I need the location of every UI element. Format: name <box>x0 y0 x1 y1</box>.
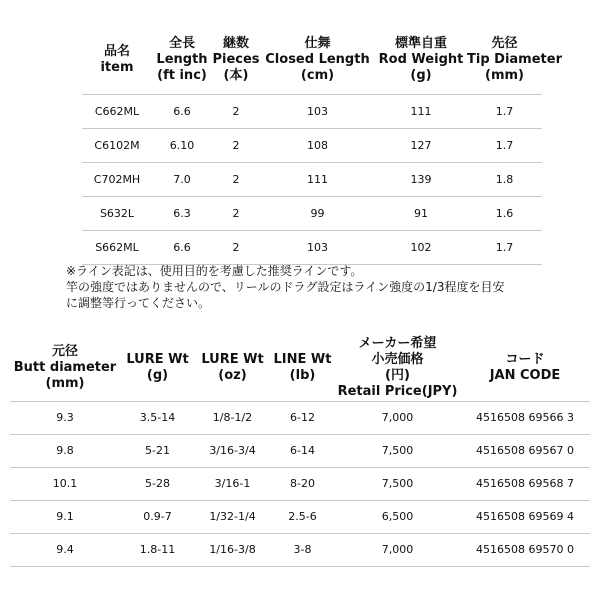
cell-pieces: 2 <box>212 162 260 196</box>
header-line: item <box>100 59 134 75</box>
header-closed-length <box>260 26 375 94</box>
cell-jan-code: 4516508 69569 4 <box>460 500 590 533</box>
table-row <box>10 533 590 566</box>
cell-retail-price: 6,500 <box>335 500 460 533</box>
header-line: (g) <box>146 367 169 383</box>
header-rod-weight <box>375 26 467 94</box>
cell-jan-code: 4516508 69566 3 <box>460 401 590 434</box>
cell-line-weight: 2.5-6 <box>270 500 335 533</box>
cell-line-weight: 8-20 <box>270 467 335 500</box>
line-note <box>66 263 586 311</box>
header-line: Tip Diameter <box>467 51 562 67</box>
table-row <box>82 230 542 264</box>
header-line: (mm) <box>485 67 524 83</box>
cell-lure-weight-oz: 1/16-3/8 <box>195 533 270 566</box>
cell-closed-length: 99 <box>260 196 375 230</box>
cell-retail-price: 7,500 <box>335 434 460 467</box>
cell-butt-diameter: 9.8 <box>10 434 120 467</box>
table-row <box>82 94 542 128</box>
header-lure-weight-g <box>120 335 195 401</box>
header-line: 小売価格 <box>371 351 424 367</box>
header-line: 継数 <box>222 35 249 51</box>
header-line: 品名 <box>103 43 130 59</box>
cell-closed-length: 103 <box>260 230 375 264</box>
header-line: Rod Weight <box>378 51 464 67</box>
header-line: 標準自重 <box>394 35 447 51</box>
header-line: LINE Wt <box>273 351 332 367</box>
header-line: JAN CODE <box>489 367 561 383</box>
cell-pieces: 2 <box>212 230 260 264</box>
cell-lure-weight-g: 5-28 <box>120 467 195 500</box>
header-line: (g) <box>410 67 432 83</box>
header-line: 先径 <box>491 35 518 51</box>
header-row <box>82 26 542 94</box>
header-line: 全長 <box>168 35 195 51</box>
header-line: (円) <box>385 367 410 383</box>
cell-rod-weight: 139 <box>375 162 467 196</box>
cell-line-weight: 6-12 <box>270 401 335 434</box>
header-retail-price <box>335 335 460 401</box>
header-line: Pieces <box>212 51 260 67</box>
header-line: メーカー希望 <box>358 335 437 351</box>
table-row <box>82 162 542 196</box>
cell-tip-diameter: 1.6 <box>467 196 542 230</box>
cell-pieces: 2 <box>212 128 260 162</box>
header-butt-diameter <box>10 335 120 401</box>
cell-rod-weight: 91 <box>375 196 467 230</box>
header-line: Length <box>156 51 208 67</box>
spec-table-bottom <box>10 335 590 567</box>
header-line: LURE Wt <box>126 351 189 367</box>
cell-line-weight: 3-8 <box>270 533 335 566</box>
note-line: に調整等行ってください。 <box>66 296 211 310</box>
table-row <box>82 196 542 230</box>
table-row <box>10 500 590 533</box>
cell-item: C702MH <box>82 162 152 196</box>
cell-length: 6.6 <box>152 230 212 264</box>
cell-closed-length: 103 <box>260 94 375 128</box>
header-line: Retail Price(JPY) <box>337 383 458 399</box>
cell-lure-weight-g: 3.5-14 <box>120 401 195 434</box>
table-row <box>10 401 590 434</box>
header-pieces <box>212 26 260 94</box>
cell-length: 7.0 <box>152 162 212 196</box>
header-line: (lb) <box>289 367 316 383</box>
cell-lure-weight-oz: 3/16-3/4 <box>195 434 270 467</box>
header-line: (本) <box>223 67 249 83</box>
header-jan-code <box>460 335 590 401</box>
cell-closed-length: 108 <box>260 128 375 162</box>
cell-tip-diameter: 1.8 <box>467 162 542 196</box>
cell-jan-code: 4516508 69568 7 <box>460 467 590 500</box>
cell-retail-price: 7,500 <box>335 467 460 500</box>
cell-retail-price: 7,000 <box>335 533 460 566</box>
cell-length: 6.10 <box>152 128 212 162</box>
cell-item: C662ML <box>82 94 152 128</box>
header-line: 元径 <box>51 343 78 359</box>
header-line: Butt diameter <box>13 359 117 375</box>
cell-lure-weight-g: 0.9-7 <box>120 500 195 533</box>
cell-lure-weight-oz: 3/16-1 <box>195 467 270 500</box>
header-line: LURE Wt <box>201 351 264 367</box>
cell-line-weight: 6-14 <box>270 434 335 467</box>
cell-rod-weight: 127 <box>375 128 467 162</box>
cell-item: S662ML <box>82 230 152 264</box>
cell-item: C6102M <box>82 128 152 162</box>
spec-table-top <box>82 26 562 265</box>
cell-butt-diameter: 9.1 <box>10 500 120 533</box>
header-length <box>152 26 212 94</box>
cell-butt-diameter: 9.4 <box>10 533 120 566</box>
cell-lure-weight-oz: 1/8-1/2 <box>195 401 270 434</box>
header-tip-diameter <box>467 26 562 94</box>
header-line: (ft inc) <box>157 67 207 83</box>
header-row <box>10 335 590 401</box>
cell-jan-code: 4516508 69567 0 <box>460 434 590 467</box>
cell-tip-diameter: 1.7 <box>467 128 542 162</box>
cell-length: 6.6 <box>152 94 212 128</box>
header-item <box>82 26 152 94</box>
header-line: コード <box>505 351 545 367</box>
table-row <box>10 467 590 500</box>
cell-retail-price: 7,000 <box>335 401 460 434</box>
cell-lure-weight-g: 5-21 <box>120 434 195 467</box>
cell-closed-length: 111 <box>260 162 375 196</box>
cell-lure-weight-g: 1.8-11 <box>120 533 195 566</box>
cell-pieces: 2 <box>212 196 260 230</box>
cell-pieces: 2 <box>212 94 260 128</box>
cell-tip-diameter: 1.7 <box>467 230 542 264</box>
header-lure-weight-oz <box>195 335 270 401</box>
cell-tip-diameter: 1.7 <box>467 94 542 128</box>
cell-jan-code: 4516508 69570 0 <box>460 533 590 566</box>
table-row <box>82 128 542 162</box>
header-line: Closed Length <box>265 51 370 67</box>
cell-length: 6.3 <box>152 196 212 230</box>
header-line-weight <box>270 335 335 401</box>
header-line: (oz) <box>218 367 247 383</box>
cell-butt-diameter: 9.3 <box>10 401 120 434</box>
cell-butt-diameter: 10.1 <box>10 467 120 500</box>
note-line: 竿の強度ではありませんので、リールのドラグ設定はライン強度の1/3程度を目安 <box>66 280 505 294</box>
cell-rod-weight: 102 <box>375 230 467 264</box>
header-line: 仕舞 <box>304 35 331 51</box>
header-line: (cm) <box>300 67 335 83</box>
cell-item: S632L <box>82 196 152 230</box>
table-row <box>10 434 590 467</box>
cell-rod-weight: 111 <box>375 94 467 128</box>
header-line: (mm) <box>45 375 85 391</box>
cell-lure-weight-oz: 1/32-1/4 <box>195 500 270 533</box>
note-line: ※ライン表記は、使用目的を考慮した推奨ラインです。 <box>66 264 363 278</box>
